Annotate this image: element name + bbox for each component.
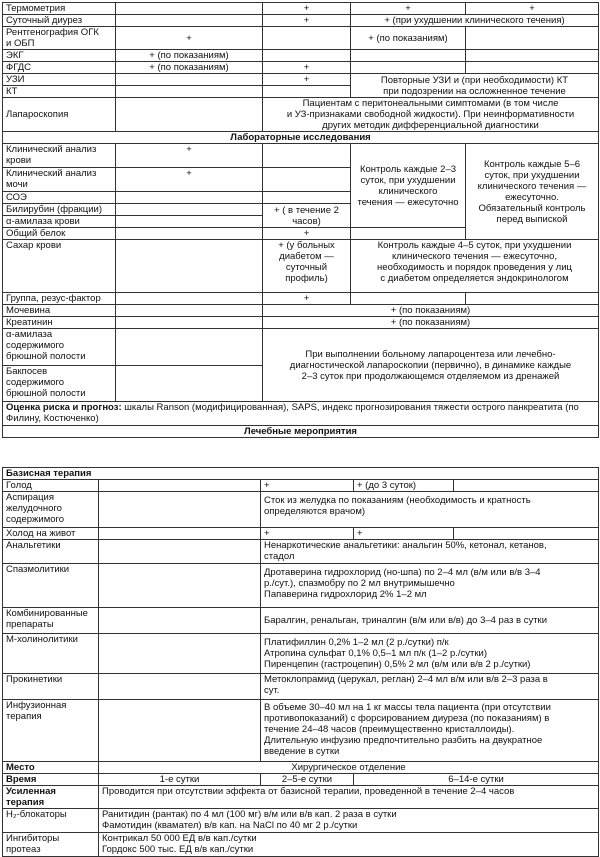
row-label-kak: Клинический анализ крови [3,144,116,168]
table-row [3,62,599,74]
table-row [3,786,599,809]
cell-text: Сток из желудка по показаниям (необходимость и кратность определяются врачом) [261,492,599,528]
row-label-kholod: Холод на живот [3,528,99,540]
table-row [3,540,599,564]
risk-label: Оценка риска и прогноз: [6,402,122,413]
row-label-prok: Прокинетики [3,674,99,700]
cell-text: Проводится при отсутствии эффекта от базисной терапии, проведенной в течение 2–4 часов [99,786,599,809]
cell-text: + (по показаниям) [116,62,263,74]
cell-plus: + [263,3,351,15]
cell-plus: + [354,528,454,540]
table-row [3,674,599,700]
section-header-lab: Лабораторные исследования [3,132,599,144]
cell-day3: 6–14-е сутки [354,774,599,786]
cell-text: + (по показаниям) [263,305,599,317]
cell-plus: + [116,27,263,50]
row-label-amil-fluid: α-амилаза содержимого брюшной полости [3,329,116,366]
cell-text: + (у больных диабетом — суточный профиль) [263,240,351,293]
row-label-uzi: УЗИ [3,74,116,86]
cell-plus: + [263,62,351,74]
cell-text: + (по показаниям) [263,317,599,329]
risk-row [3,402,599,426]
table-row [3,426,599,438]
cell-text: Контроль каждые 2–3 суток, при ухудшении клинического течения — ежесуточно [351,144,466,228]
table-row [3,144,599,168]
table-row [3,15,599,27]
cell-text: + (по показаниям) [351,27,466,50]
table-row [3,564,599,608]
table-row [3,528,599,540]
row-label-golod: Голод [3,480,99,492]
table-row [3,468,599,480]
table-row [3,305,599,317]
table-row [3,833,599,857]
cell-text: Баралгин, ренальган, триналгин (в/м или в/в) до 3–4 раз в сутки [261,608,599,634]
cell-text: + (по показаниям) [116,50,263,62]
table-row [3,74,599,86]
row-label-bili: Билирубин (фракции) [3,204,116,216]
cell-text: Контрикал 50 000 ЕД в/в кап./сутки Гордокс 500 тыс. ЕД в/в кап./сутки [99,833,599,857]
table-row [3,27,599,50]
cell-plus: + [263,15,351,27]
row-label-amil: α-амилаза крови [3,216,116,228]
row-label-place: Место [3,762,99,774]
row-label-termometriya: Термометрия [3,3,116,15]
cell-text: + (до 3 суток) [354,480,454,492]
cell-plus: + [263,293,351,305]
cell-text: Хирургическое отделение [99,762,599,774]
cell-text: Ненаркотические анальгетики: анальгин 50%, кетонал, кетанов, стадол [261,540,599,564]
cell-text: В объеме 30–40 мл на 1 кг массы тела пациента (при отсутствии противопоказаний) с форсированием диуреза (по показаниям) в течение 24–48 часов (преимущественно кристаллоиды). Длительную инфузию предпочтительно разбить на двукратное введение в сутки [261,700,599,762]
section-header-treatment: Лечебные мероприятия [3,426,599,438]
row-label-analg: Анальгетики [3,540,99,564]
table-row [3,608,599,634]
row-label-laparoskopiya: Лапароскопия [3,98,116,132]
cell-text: Контроль каждые 4–5 суток, при ухудшении клинического течения — ежесуточно, необходимость и порядок проведения у лиц с диабетом определяется эндокринологом [351,240,599,293]
table-row [3,132,599,144]
monitoring-table [2,2,599,438]
row-label-prot: Ингибиторы протеаз [3,833,99,857]
table-row [3,402,599,426]
cell-text: Пациентам с перитонеальными симптомами (в том числе и УЗ-признаками свободной жидкости). При неинформативности других методик дифференциальной диагностики [263,98,599,132]
row-label-soe: СОЭ [3,192,116,204]
cell-text: При выполнении больному лапароцентеза или лечебно- диагностической лапароскопии (первично), в динамике каждые 2–3 суток при продолжающемся отделяемом из дренажей [263,329,599,402]
row-label-diurez: Суточный диурез [3,15,116,27]
table-row [3,774,599,786]
table-row [3,700,599,762]
row-label-kam: Клинический анализ мочи [3,168,116,192]
row-label-kt: КТ [3,86,116,98]
table-row [3,480,599,492]
row-label-belok: Общий белок [3,228,116,240]
cell-text: Дротаверина гидрохлорид (но-шпа) по 2–4 мл (в/м или в/в 3–4 р./сут.), спазмобру по 2 мл внутримышечно Папаверина гидрохлорид 2% 1–2 мл [261,564,599,608]
row-label-komb: Комбинированные препараты [3,608,99,634]
row-label-creat: Креатинин [3,317,116,329]
table-row [3,317,599,329]
row-label-ekg: ЭКГ [3,50,116,62]
cell-plus: + [263,74,351,86]
cell-plus: + [351,3,466,15]
row-label-mchol: М-холинолитики [3,634,99,674]
cell-text: Ранитидин (рантак) по 4 мл (100 мг) в/м или в/в кап. 2 раза в сутки Фамотидин (квамател) в/в кап. на NaCl по 40 мг 2 р./сутки [99,809,599,833]
cell-plus: + [263,228,351,240]
row-label-h2: H₂-блокаторы [3,809,99,833]
row-label-urea: Мочевина [3,305,116,317]
cell-day1: 1-е сутки [99,774,261,786]
row-label-time: Время [3,774,99,786]
table-row [3,3,599,15]
row-label-fgds: ФГДС [3,62,116,74]
cell-text: Контроль каждые 5–6 суток, при ухудшении клинического течения — ежесуточно. Обязательный контроль перед выпиской [466,144,599,240]
cell-day2: 2–5-е сутки [261,774,354,786]
cell-plus: + [261,480,354,492]
cell-text: + ( в течение 2 часов) [263,204,351,228]
row-label-rentgen: Рентгенография ОГК и ОБП [3,27,116,50]
table-row [3,293,599,305]
row-label-aspiration: Аспирация желудочного содержимого [3,492,99,528]
cell-text: Платифиллин 0,2% 1–2 мл (2 р./сутки) п/к Атропина сульфат 0,1% 0,5–1 мл п/к (1–2 р./сутки) Пиренцепин (гастроцепин) 0,5% 2 мл (в/м или в/в 2 р./сутки) [261,634,599,674]
table-row [3,329,599,366]
cell-text: Повторные УЗИ и (при необходимости) КТ при подозрении на осложненное течение [351,74,599,98]
table-row [3,634,599,674]
treatment-table [2,467,599,857]
cell-plus: + [116,168,263,192]
row-label-bak: Бакпосев содержимого брюшной полости [3,366,116,402]
section-header-basic: Базисная терапия [3,468,599,480]
table-row [3,98,599,132]
cell-text: Метоклопрамид (церукал, реглан) 2–4 мл в/м или в/в 2–3 раза в сут. [261,674,599,700]
row-label-enhanced: Усиленная терапия [3,786,99,809]
table-row [3,240,599,293]
cell-plus: + [466,3,599,15]
row-label-sugar: Сахар крови [3,240,116,293]
table-row [3,50,599,62]
cell-plus: + [116,144,263,168]
row-label-spaz: Спазмолитики [3,564,99,608]
table-row [3,492,599,528]
row-label-group: Группа, резус-фактор [3,293,116,305]
cell-text: + (при ухудшении клинического течения) [351,15,599,27]
risk-text: шкалы Ranson (модифицированная), SAPS, индекс прогнозирования тяжести острого панкреатита (по Филину, Костюченко) [6,402,579,424]
row-label-inf: Инфузионная терапия [3,700,99,762]
table-row [3,809,599,833]
table-row [3,762,599,774]
cell-plus: + [261,528,354,540]
